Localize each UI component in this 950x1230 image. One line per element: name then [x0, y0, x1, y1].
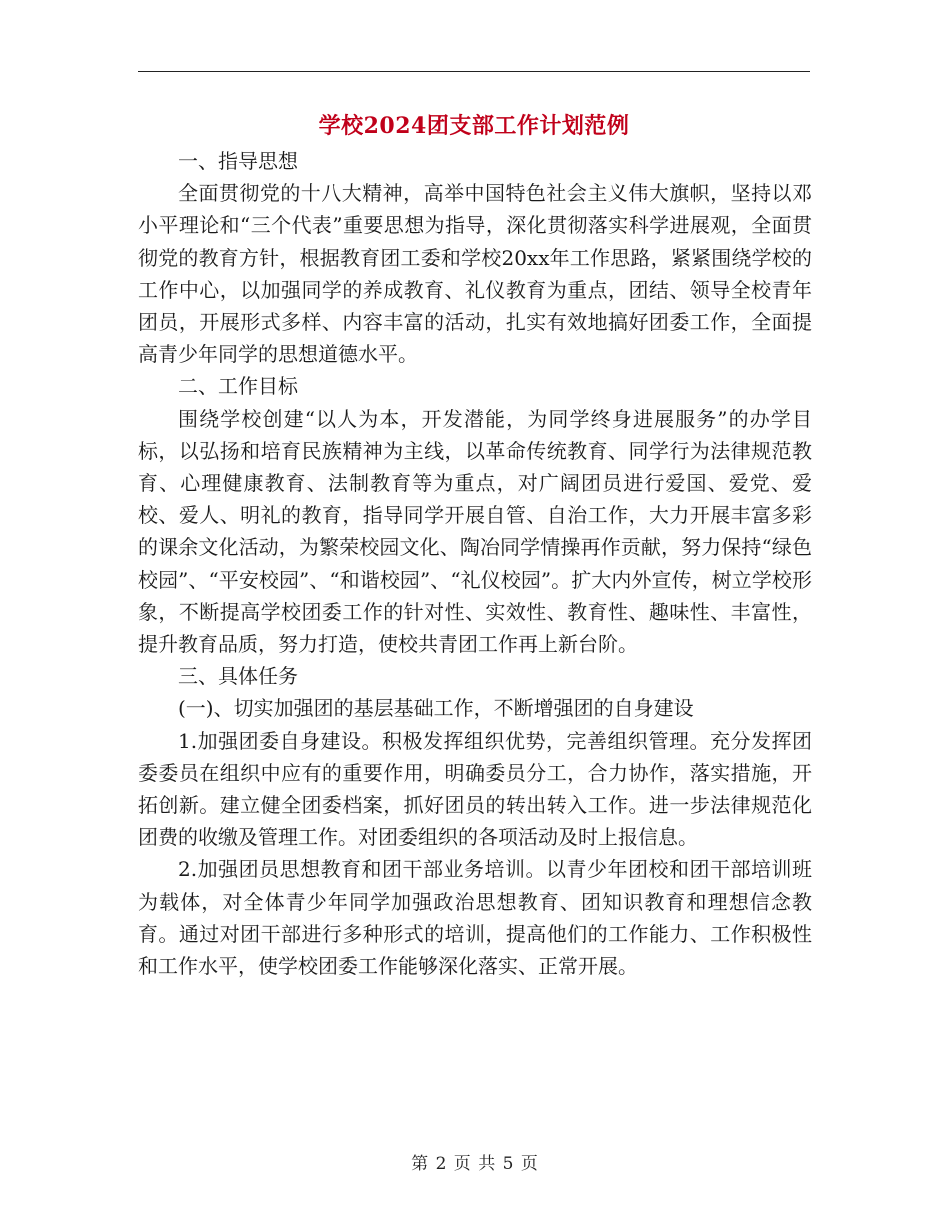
section-heading-guiding-ideology: 一、指导思想 — [178, 149, 298, 173]
document-title: 学校2024团支部工作计划范例 — [318, 113, 630, 139]
page-number-footer: 第 2 页 共 5 页 — [411, 1154, 539, 1174]
paragraph-guiding-ideology: 全面贯彻党的十八大精神，高举中国特色社会主义伟大旗帜，坚持以邓小平理论和“三个代表”重要思想为指导，深化贯彻落实科学进展观，全面贯彻党的教育方针，根据教育团工委和学校20xx年工作思路，紧紧围绕学校的工作中心，以加强同学的养成教育、礼仪教育为重点，团结、领导全校青年团员，开展形式多样、内容丰富的活动，扎实有效地搞好团委工作，全面提高青少年同学的思想道德水平。 — [138, 181, 812, 367]
document-body — [138, 145, 812, 982]
subsection-heading-grassroots-work: (一)、切实加强团的基层基础工作，不断增强团的自身建设 — [178, 696, 694, 721]
section-heading-work-goals: 二、工作目标 — [178, 374, 298, 399]
header-rule — [138, 71, 810, 72]
paragraph-work-goals: 围绕学校创建“以人为本，开发潜能，为同学终身进展服务”的办学目标，以弘扬和培育民族精神为主线，以革命传统教育、同学行为法律规范教育、心理健康教育、法制教育等为重点，对广阔团员进行爱国、爱党、爱校、爱人、明礼的教育，指导同学开展自管、自治工作，大力开展丰富多彩的课余文化活动，为繁荣校园文化、陶冶同学情操再作贡献，努力保持“绿色校园”、“平安校园”、“和谐校园”、“礼仪校园”。扩大内外宣传，树立学校形象，不断提高学校团委工作的针对性、实效性、教育性、趣味性、丰富性，提升教育品质，努力打造，使校共青团工作再上新台阶。 — [138, 406, 812, 657]
paragraph-task-1: 1.加强团委自身建设。积极发挥组织优势，完善组织管理。充分发挥团委委员在组织中应有的重要作用，明确委员分工，合力协作，落实措施，开拓创新。建立健全团委档案，抓好团员的转出转入工作。进一步法律规范化团费的收缴及管理工作。对团委组织的各项活动及时上报信息。 — [138, 728, 812, 850]
section-heading-specific-tasks: 三、具体任务 — [178, 664, 298, 689]
paragraph-task-2: 2.加强团员思想教育和团干部业务培训。以青少年团校和团干部培训班为载体，对全体青少年同学加强政治思想教育、团知识教育和理想信念教育。通过对团干部进行多种形式的培训，提高他们的工作能力、工作积极性和工作水平，使学校团委工作能够深化落实、正常开展。 — [138, 857, 812, 979]
